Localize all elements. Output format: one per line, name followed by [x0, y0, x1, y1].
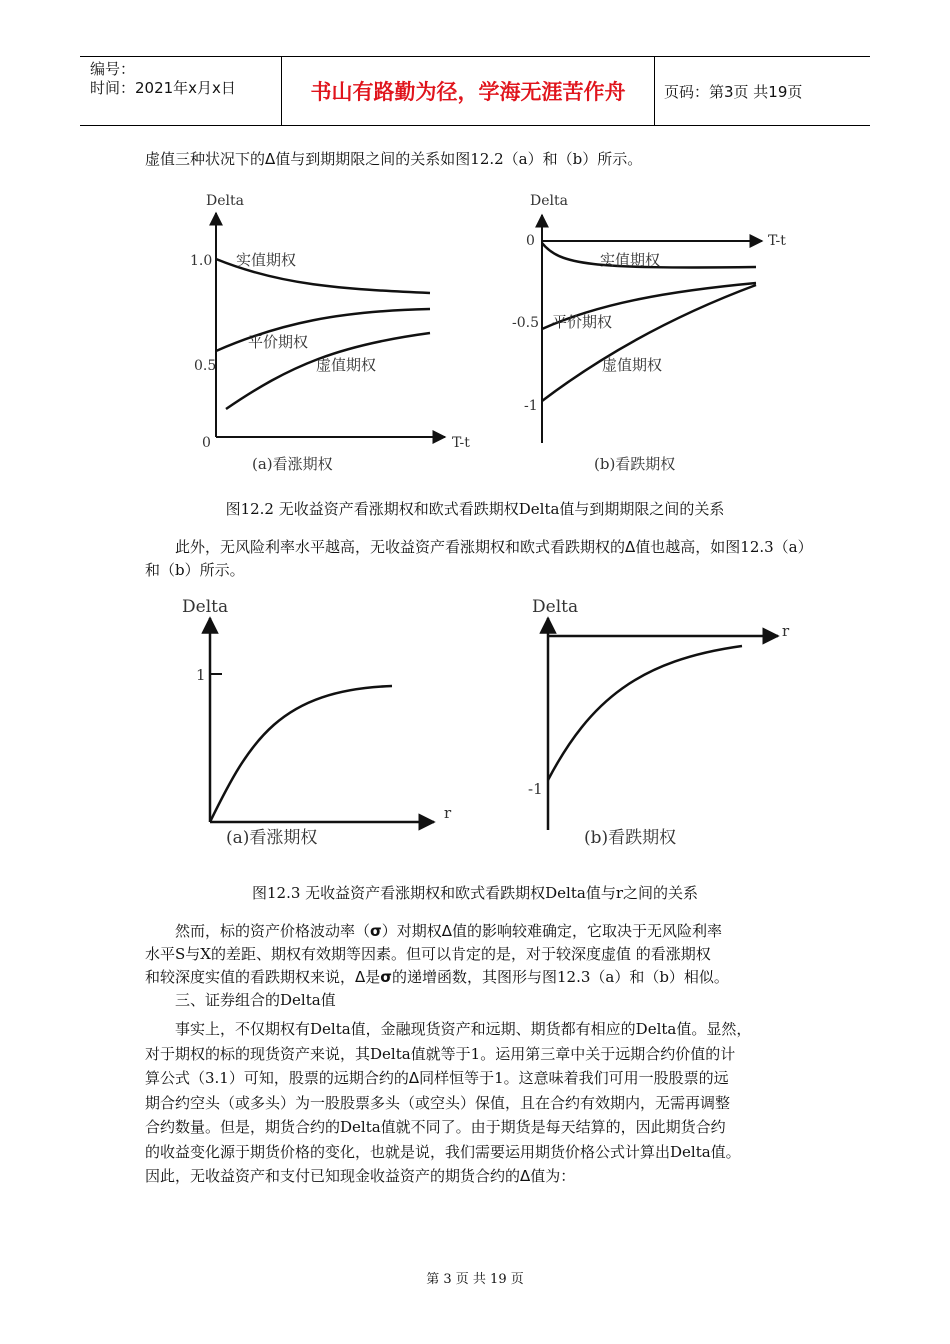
paragraph-3	[145, 920, 825, 1012]
para3-text: 的递增函数，其图形与图12.3（a）和（b）相似。	[391, 968, 729, 986]
para3-text: ）对期权	[381, 922, 442, 940]
para3-text: 值的影响较难确定，它取决于无风险利率	[451, 922, 722, 940]
chart-b-xlabel: T-t	[768, 233, 786, 249]
chart-a-label-itm: 实值期权	[236, 251, 297, 269]
chart-a-label-atm: 平价期权	[248, 333, 309, 351]
chart-c-xlabel: r	[444, 804, 452, 822]
sigma-symbol: σ	[370, 922, 382, 940]
para2-text-2: 值也越高，如图12.3（a）和（b）所示。	[145, 538, 813, 579]
chart-c-call-r	[182, 597, 452, 848]
para3-text: 然而，标的资产价格波动率（	[175, 922, 371, 940]
para4-line-6: 的收益变化源于期货价格的变化，也就是说，我们需要运用期货价格公式计算出Delta值。	[145, 1142, 741, 1161]
chart-d-ytick-1: -1	[528, 780, 543, 798]
para4-line-7	[145, 1164, 825, 1189]
chart-d-ylabel: Delta	[532, 597, 579, 617]
para4-text: 值为：	[530, 1167, 576, 1185]
para4-line-1: 事实上，不仅期权有Delta值，金融现货资产和远期、期货都有相应的Delta值。显然，	[175, 1020, 752, 1038]
chart-c-title: (a)看涨期权	[226, 828, 318, 848]
chart-a-ytick-0: 0	[202, 435, 211, 451]
section-title: 三、证券组合的Delta值	[175, 991, 336, 1009]
figure-12-3	[170, 590, 810, 860]
chart-b-ytick-1: -1	[524, 398, 538, 414]
chart-b-curve-otm	[542, 285, 756, 401]
intro-paragraph	[145, 148, 825, 171]
sigma-symbol: σ	[380, 968, 392, 986]
header-page-info: 页码：第3页 共19页	[664, 82, 803, 101]
chart-a-ytick-1: 1.0	[190, 253, 213, 269]
chart-b-ytick-0: 0	[526, 233, 535, 249]
page-header	[80, 56, 870, 126]
para3-text: 是	[365, 968, 381, 986]
figure-12-3-caption: 图12.3 无收益资产看涨期权和欧式看跌期权Delta值与r之间的关系	[251, 884, 698, 902]
figure-12-2-caption: 图12.2 无收益资产看涨期权和欧式看跌期权Delta值与到期期限之间的关系	[225, 500, 725, 518]
para2-text-1: 此外，无风险利率水平越高，无收益资产看涨期权和欧式看跌期权的	[175, 538, 626, 556]
header-time-label: 时间：2021年x月x日	[90, 79, 236, 97]
header-slogan: 书山有路勤为径，学海无涯苦作舟	[282, 57, 655, 125]
chart-b-label-atm: 平价期权	[552, 313, 613, 331]
chart-b-label-itm: 实值期权	[600, 251, 661, 269]
delta-symbol: Δ	[265, 150, 276, 168]
chart-d-put-r	[528, 597, 790, 848]
delta-symbol: Δ	[408, 1069, 420, 1087]
paragraph-4	[145, 1017, 825, 1189]
para4-text: 因此，无收益资产和支付已知现金收益资产的期货合约的	[145, 1167, 521, 1185]
delta-symbol: Δ	[520, 1167, 531, 1185]
chart-b-ylabel: Delta	[530, 193, 568, 209]
chart-a-call	[190, 193, 470, 473]
chart-a-label-otm: 虚值期权	[316, 356, 377, 374]
intro-text-1: 虚值三种状况下的	[145, 150, 266, 168]
chart-b-put	[512, 193, 786, 473]
para3-line-2: 水平S与X的差距、期权有效期等因素。但可以肯定的是，对于较深度虚值 的看涨期权	[145, 945, 711, 963]
para4-text: 算公式（3.1）可知，股票的远期合约的	[145, 1069, 409, 1087]
para4-line-5: 合约数量。但是，期货合约的Delta值就不同了。由于期货是每天结算的，因此期货合约	[145, 1118, 726, 1136]
chart-a-title: (a)看涨期权	[252, 455, 333, 473]
chart-b-ytick-05: -0.5	[512, 315, 539, 331]
chart-d-title: (b)看跌期权	[584, 828, 677, 848]
para4-line-4: 期合约空头（或多头）为一股股票多头（或空头）保值，且在合约有效期内，无需再调整	[145, 1093, 731, 1112]
para4-line-3	[145, 1066, 825, 1091]
chart-b-label-otm: 虚值期权	[602, 356, 663, 374]
para4-text: 同样恒等于1。这意味着我们可用一股股票的远	[419, 1069, 729, 1087]
para3-line-1	[145, 920, 825, 943]
header-meta	[80, 57, 282, 125]
intro-text-2: 值与到期期限之间的关系如图12.2（a）和（b）所示。	[275, 150, 643, 168]
chart-c-ytick-1: 1	[196, 666, 206, 684]
para3-text: 和较深度实值的看跌期权来说，	[145, 968, 356, 986]
chart-a-ylabel: Delta	[206, 193, 244, 209]
paragraph-2	[145, 536, 825, 582]
delta-symbol: Δ	[355, 968, 366, 986]
chart-c-curve	[210, 686, 392, 822]
chart-a-xlabel: T-t	[452, 435, 470, 451]
header-number-label: 编号：	[90, 60, 136, 78]
chart-d-curve	[548, 646, 742, 780]
chart-d-xlabel: r	[782, 622, 790, 640]
para4-line-2: 对于期权的标的现货资产来说，其Delta值就等于1。运用第三章中关于远期合约价值的计	[145, 1044, 736, 1063]
page-footer: 第 3 页 共 19 页	[426, 1272, 524, 1287]
delta-symbol: Δ	[625, 538, 636, 556]
para3-line-3	[145, 966, 825, 989]
delta-symbol: Δ	[441, 922, 452, 940]
chart-a-ytick-05: 0.5	[194, 358, 217, 374]
chart-b-title: (b)看跌期权	[594, 455, 676, 473]
figure-12-2	[170, 185, 810, 485]
chart-c-ylabel: Delta	[182, 597, 229, 617]
